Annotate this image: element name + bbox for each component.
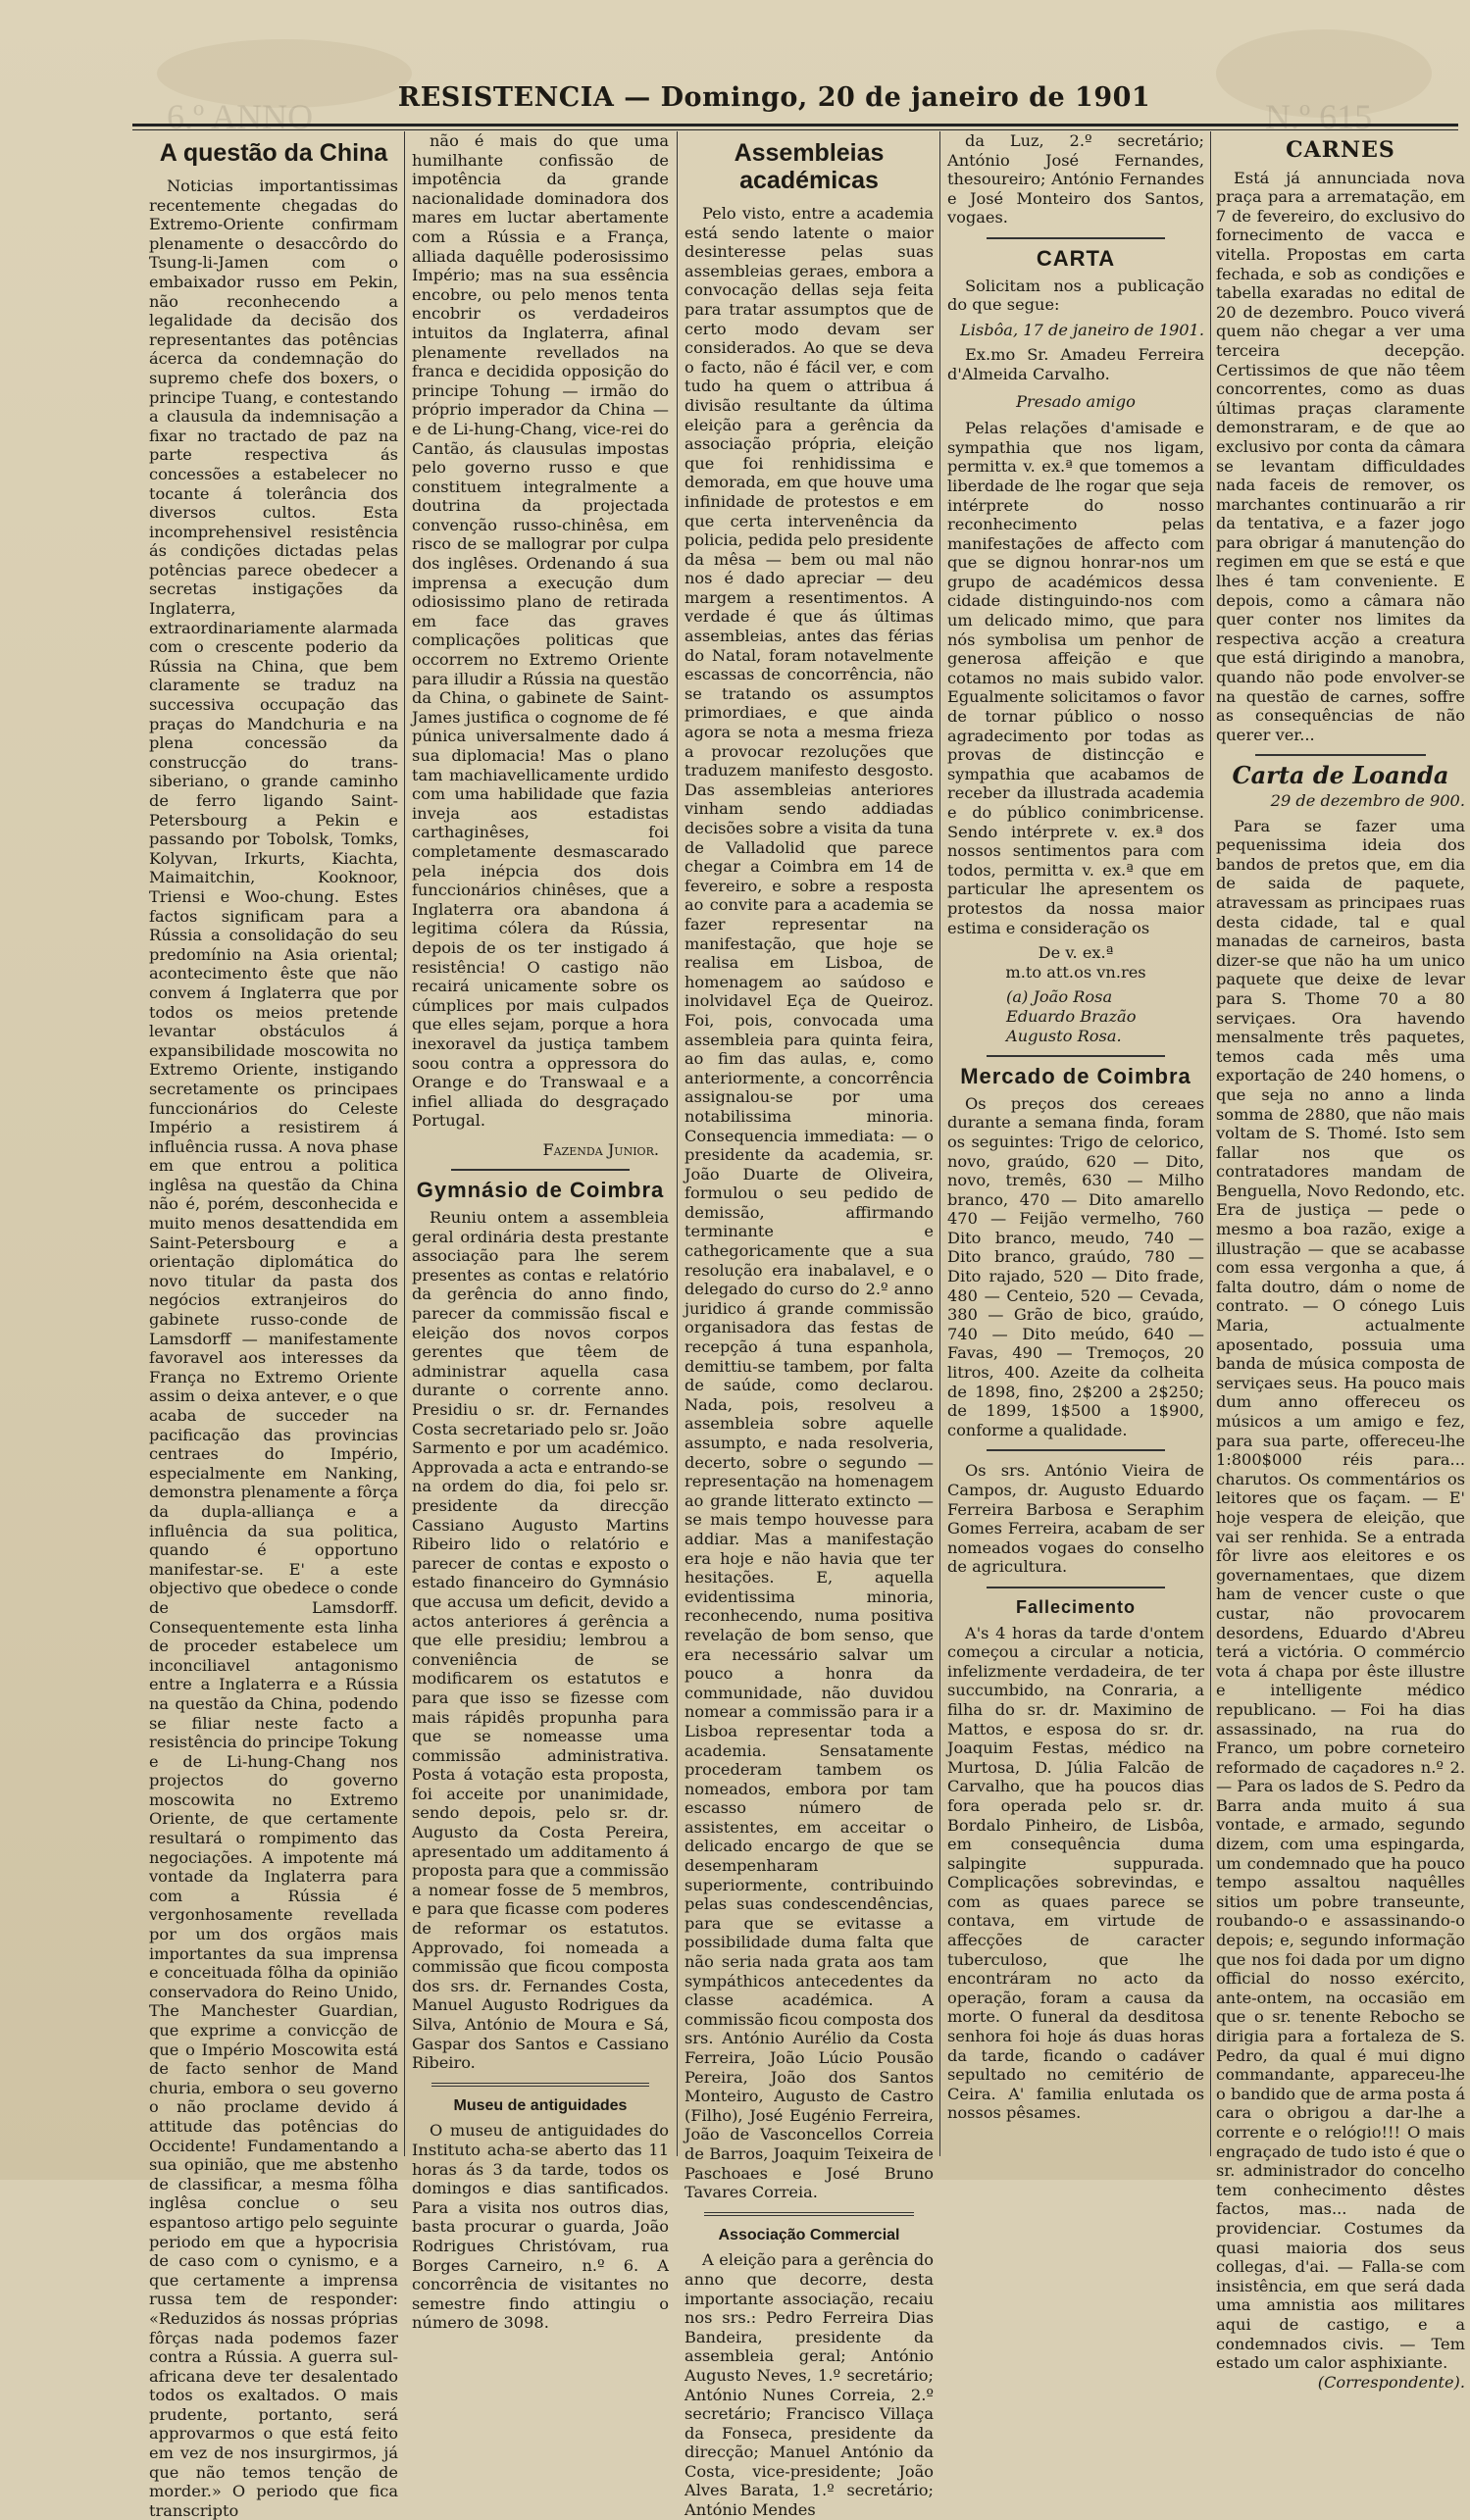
article-title-carnes: CARNES bbox=[1286, 137, 1395, 163]
separator bbox=[987, 1449, 1165, 1451]
bleed-through-left: 6.º ANNO bbox=[167, 97, 314, 136]
carta-closing-abbrev: m.to att.os vn.res bbox=[1005, 962, 1146, 982]
carta-intro: Solicitam nos a publicação do que segue: bbox=[947, 276, 1204, 315]
article-title-luanda: Carta de Loanda bbox=[1232, 761, 1449, 790]
article-body-china-cont: não é mais do que uma humilhante confissão de impotência da grande nacionalidade dominadora dos mares em luctar abertamente com a Rússia e a França, alliada daquêlle poderosissimo Império; mas na sua essência encobre, ou pelo menos tenta encobrir os verdadeiros intuitos da Inglaterra, afinal plenamente revellados na franca e decidida opposição do principe Tohung — irmão do próprio imperador da China — e de Li-hung-Chang, vice-rei do Cantão, ás clausulas impostas pelo governo russo e que constituem integralmente a doutrina da projectada convenção russo-chinêsa, em risco de se mallograr por culpa dos inglêses. Ordenando á sua imprensa a execução dum odiosissimo plano de retirada em face das graves complicações politicas que occorrem no Extremo Oriente para illudir a Rússia na questão da China, o gabinete de Saint-James justifica o cognome de fé púnica universalmente dado á sua diplomacia! Mas o plano tam machiavellicamente urdido com uma habilidade que fazia inveja aos estadistas carthaginêses, foi completamente desmascarado pela inépcia dos dois funccionários chinêses, que a Inglaterra ora abandona á legitima cólera da Rússia, depois de os ter instigado á resistência! O castigo não recairá unicamente sobre os cúmplices por mais culpados que elles sejam, porque a hora inexoravel da justiça tambem soou contra a oppressora do Orange e do Transwaal e a infiel alliada do desgraçado Portugal. bbox=[412, 131, 669, 1131]
article-body-vogais: Os srs. António Vieira de Campos, dr. Augusto Eduardo Ferreira Barbosa e Seraphim Gomes Ferreira, acabam de ser nomeados vogaes do conselho de agricultura. bbox=[947, 1461, 1204, 1577]
separator bbox=[704, 2212, 914, 2216]
article-body-carnes: Está já annunciada nova praça para a arrematação, em 7 de fevereiro, do exclusivo do fornecimento de vacca e vitella. Propostas em carta fechada, e sob as condições e tabella exaradas no edital de 20 de dezembro. Pouco viverá quem não chegar a ver uma terceira decepção. Certissimos de que não têem concorrentes, como as duas últimas praças claramente demonstraram, e de que ao exclusivo por conta da câmara se levantam difficuldades nada faceis de remover, os marchantes continuarão a rir da tentativa, e a fazer jogo para obrigar á manutenção do regimen em que se está e que lhes é tam conveniente. E depois, como a câmara não quer conter nos limites da respectiva acção a creatura que está dirigindo a manobra, quando não pode envolver-se na questão de carnes, soffre as consequências de não querer ver... bbox=[1216, 168, 1465, 744]
luanda-signature: (Correspondente). bbox=[1317, 2372, 1465, 2392]
article-title-fallecimento: Fallecimento bbox=[1015, 1596, 1137, 1617]
carta-date: Lisbôa, 17 de janeiro de 1901. bbox=[959, 320, 1204, 339]
article-title-mercado: Mercado de Coimbra bbox=[960, 1064, 1191, 1089]
carta-body: Pelas relações d'amisade e sympathia que nos ligam, permitta v. ex.ª que tomemos a liberdade de lhe rogar que seja intérprete do nosso reconhecimento pelas manifestações de affecto com que se dignou honrar-nos um grupo de académicos dessa cidade distinguindo-nos com um delicado mimo, que para nós symbolisa um penhor de generosa affeição e que cotamos no mais subido valor. Egualmente solicitamos o favor de tornar público o nosso agradecimento por todas as provas de distincção e sympathia que acabamos de receber da illustrada academia e do público conimbricense. Sendo intérprete v. ex.ª dos nossos sentimentos para com todos, permitta v. ex.ª que em particular lhe apresentem os protestos da nossa maior estima e consideração os bbox=[947, 419, 1204, 937]
separator bbox=[987, 237, 1165, 239]
article-body-museu: O museu de antiguidades do Instituto acha-se aberto das 11 horas ás 3 da tarde, todos os domingos e dias santificados. Para a visita nos outros dias, basta procurar o guarda, João Rodrigues Christóvam, rua Borges Carneiro, n.º 6. A concorrência de visitantes no semestre findo attingiu o número de 3098. bbox=[412, 2121, 669, 2333]
column-3 bbox=[684, 131, 934, 2520]
article-signature: Fazenda Junior. bbox=[542, 1139, 659, 1159]
article-body-associacao-cont: da Luz, 2.º secretário; António José Fernandes, thesoureiro; António Fernandes e José Monteiro dos Santos, vogaes. bbox=[947, 131, 1204, 227]
article-body-china: Noticias importantissimas recentemente chegadas do Extremo-Oriente confirmam plenamente o desaccôrdo do Tsung-li-Jamen com o embaixador russo em Pekin, não reconhecendo a legalidade da decisão dos representantes das potências ácerca da condemnação do supremo chefe dos boxers, o principe Tuang, e contestando a clausula da indemnisação a fixar no tractado de paz na parte respectiva ás concessões a estabelecer no tocante á tolerância dos diversos cultos. Esta incomprehensivel resistência ás condições dictadas pelas potências parece obedecer a secretas instigações da Inglaterra, extraordinariamente alarmada com o crescente poderio da Rússia na China, que bem claramente se traduz na successiva occupação das praças do Mandchuria e na plena concessão da construcção do trans-siberiano, o grande caminho de ferro ligando Saint-Petersbourg a Pekin e passando por Tobolsk, Tomks, Kolyvan, Irkurts, Kiachta, Maimaitchin, Kooknoor, Triensi e Woo-chung. Estes factos significam para a Rússia a consolidação do seu predomínio na Asia oriental; acontecimento êste que não convem á Inglaterra que por todos os meios pretende levantar obstáculos á expansibilidade moscowita no Extremo Oriente, instigando secretamente os principaes funccionários do Celeste Império a resistirem á influência russa. A nova phase em que entrou a politica inglêsa na questão da China não é, porém, desconhecida e muito menos desattendida em Saint-Petersbourg e a orientação diplomática do novo titular da pasta dos negócios extranjeiros do gabinete russo-conde de Lamsdorff — manifestamente favoravel aos interesses da França no Extremo Oriente assim o deixa antever, e o que acaba de succeder na pacificação das provincias centraes do Império, especialmente em Nanking, demonstra plenamente a fôrça da dupla-alliança e a influência da sua politica, quando é opportuno manifestar-se. E' a este objectivo que obedece o conde de Lamsdorff. Consequentemente esta linha de proceder estabelece um inconciliavel antagonismo entre a Inglaterra e a Rússia na questão da China, podendo se filiar neste facto a resistência do principe Tokung e de Li-hung-Chang nos projectos do governo moscowita no Extremo Oriente, de que certamente resultará o rompimento das negociações. A impotente má vontade da Inglaterra para com a Rússia é vergonhosamente revellada por um dos orgãos mais importantes da sua imprensa e conceituada fôlha da opinião conservadora do Reino Unido, The Manchester Guardian, que exprime a convicção de que o Império Moscowita está de facto senhor de Mand churia, embora o seu governo o não proclame devido á attitude das potências do Occidente! Fundamentando a sua opinião, que me abstenho de classificar, a mesma fôlha inglêsa conclue o seu espantoso artigo pelo seguinte periodo em que a hypocrisia de caso com o cynismo, e a que certamente a imprensa russa tem de responder: «Reduzidos ás nossas próprias fôrças nada podemos fazer contra a Rússia. A guerra sul-africana deve ter desalentado todos os exaltados. O mais prudente, portanto, será approvarmos o que está feito em vez de nos insurgirmos, já que não temos tenção de morder.» O periodo que fica transcripto bbox=[149, 176, 398, 2520]
separator bbox=[987, 1055, 1165, 1057]
article-body-luanda: Para se fazer uma pequenissima ideia dos bandos de pretos que, em dia de saida de paquete, atravessam as principaes ruas desta cidade, tal e qual manadas de carneiros, basta dizer-se que não ha um unico paquete que deixe de levar para S. Thome 70 a 80 serviçaes. Ora havendo mensalmente três paquetes, temos cada mês uma exportação de 240 homens, o que seja no anno a linda somma de 2880, que não mais voltam de S. Thomé. Isto sem fallar nos que os contratadores mandam de Benguella, Novo Redondo, etc. Era de justiça — pede o mesmo a boa razão, exige a illustração — que se acabasse com essa vergonha a que, á falta doutro, dám o nome de contrato. — O cónego Luis Maria, actualmente aposentado, possuia uma banda de música composta de serviçaes seus. Ha pouco mais dum anno offereceu os músicos a um amigo e fez, para sua parte, offereceu-lhe 1:800$000 réis para... charutos. Os commentários os leitores que os façam. — E' hoje vespera de eleição, que vai ser renhida. Se a entrada fôr livre aos eleitores e os governamentaes, que dizem ham de vencer custe o que custar, não provocarem desordens, Eduardo d'Abreu terá a victória. O commércio vota á chapa por êste illustre e intelligente médico republicano. — Foi ha dias assassinado, na rua do Franco, um pobre corneteiro reformado de caçadores n.º 2. — Para os lados de S. Pedro da Barra anda muito á sua vontade, e armado, segundo dizem, com uma espingarda, um condemnado que ha pouco tempo assaltou naquêlles sitios um pobre transeunte, roubando-o e assassinando-o depois; e, segundo informação que nos foi dada por um digno official do nosso exército, ante-ontem, na occasião em que o sr. tenente Rebocho se dirigia para a fortaleza de S. Pedro, da qual é mui digno commandante, appareceu-lhe o bandido que de arma posta á cara o obrigou a dar-lhe a corrente e o relógio!!! O mais engraçado de tudo isto é que o sr. administrador do concelho tem conhecimento dêstes factos, mas... nada de providenciar. Costumes da quasi maioria dos seus collegas, d'ai. — Falla-se com insistência, em que será dada uma amnistia aos militares aqui de castigo, e a condemnados civis. — Tem estado um calor asphixiante. bbox=[1216, 816, 1465, 2373]
article-title-assembleias: Assembleias académicas bbox=[734, 139, 885, 194]
column-5 bbox=[1216, 131, 1465, 2392]
carta-signers: (a) João Rosa Eduardo Brazão Augusto Rosa. bbox=[1006, 987, 1137, 1045]
carta-recipient: Ex.mo Sr. Amadeu Ferreira d'Almeida Carvalho. bbox=[947, 345, 1204, 383]
article-title-china: A questão da China bbox=[159, 139, 388, 167]
separator bbox=[1255, 754, 1426, 756]
carta-greeting: Presado amigo bbox=[1016, 391, 1136, 411]
column-1 bbox=[149, 131, 398, 2520]
column-rule bbox=[677, 131, 678, 2156]
column-rule bbox=[1210, 131, 1211, 2156]
article-title-carta: CARTA bbox=[1036, 245, 1116, 271]
carta-closing: De v. ex.ª bbox=[1038, 943, 1114, 963]
article-body-mercado: Os preços dos cereaes durante a semana finda, foram os seguintes: Trigo de celorico, novo, graúdo, 620 — Dito, novo, tremês, 630 — Milho branco, 470 — Dito amarello 470 — Feijão vermelho, 760 Dito branco, meudo, 740 — Dito branco, graúdo, 780 — Dito rajado, 520 — Dito frade, 480 — Centeio, 520 — Cevada, 380 — Grão de bico, graúdo, 740 — Dito meúdo, 640 — Favas, 490 — Tremoços, 20 litros, 400. Azeite da colheita de 1898, fino, 2$200 a 2$250; de 1899, 1$500 a 1$900, conforme a qualidade. bbox=[947, 1093, 1204, 1439]
article-body-assembleias: Pelo visto, entre a academia está sendo latente o maior desinteresse pelas suas assembleias geraes, embora a convocação dellas seja feita para tratar assumptos que de certo modo devam ser considerados. Ao que se deva o facto, não é fácil ver, e com tudo ha quem o attribua á divisão resultante da última eleição para a gerência da associação própria, eleição que foi renhidissima e demorada, em que houve uma infinidade de protestos e em que certa intervenência da policia, pedida pelo presidente da mêsa — bem ou mal não nos é dado apreciar — deu margem a resentimentos. A verdade é que ás últimas assembleias, antes das férias do Natal, foram notavelmente escassas de concorrência, não se tratando os assumptos primordiaes, e que ainda agora se nota a mesma frieza a provocar rezoluções que traduzem manifesto desgosto. Das assembleias anteriores vinham sendo addiadas decisões sobre a visita da tuna de Valladolid que parece chegar a Coimbra em 14 de fevereiro, e sobre a resposta ao convite para a academia se fazer representar na manifestação, que hoje se realisa em Lisboa, de homenagem ao saúdoso e inolvidavel Eça de Queiroz. Foi, pois, convocada uma assembleia para quinta feira, ao fim das aulas, e, como anteriormente, a concorrência assignalou-se por uma notabilissima minoria. Consequencia immediata: — o presidente da academia, sr. João Duarte de Oliveira, formulou o seu pedido de demissão, affirmando terminante e cathegoricamente que a sua resolução era inabalavel, e o delegado do curso do 2.º anno juridico á grande commissão organisadora das festas de recepção á tuna espanhola, demittiu-se tambem, por falta de saúde, como declarou. Nada, pois, resolveu a assembleia sobre aquelle assumpto, e nada resolveria, decerto, sobre o segundo — representação na homenagem ao grande litterato extincto — se mais tempo houvesse para addiar. Mas a manifestação era hoje e não havia que ter hesitações. E, aquella evidentissima minoria, reconhecendo, numa positiva revelação de bom senso, que era necessário salvar um pouco a honra da communidade, não duvidou nomear a commissão para ir a Lisboa representar toda a academia. Sensatamente procederam tambem os nomeados, embora por tam escasso número de assistentes, em acceitar o delicado encargo de que se desempenharam superiormente, contribuindo pelas suas condescendências, para que se evitasse a possibilidade duma falta que não seria nada grata aos tam sympáthicos antecedentes da classe académica. A commissão ficou composta dos srs. António Aurélio da Costa Ferreira, João Lúcio Pousão Pereira, João dos Santos Monteiro, Augusto de Castro (Filho), José Eugénio Ferreira, João de Vasconcellos Correia de Barros, Joaquim Teixeira de Paschoaes e José Bruno Tavares Correia. bbox=[684, 204, 934, 2202]
article-body-gymnasio: Reuniu ontem a assembleia geral ordinária desta prestante associação para lhe serem presentes as contas e relatório da gerência do anno findo, parecer da commissão fiscal e eleição dos novos corpos gerentes que têem de administrar aquella casa durante o corrente anno. Presidiu o sr. dr. Fernandes Costa secretariado pelo sr. João Sarmento e por um académico. Approvada a acta e entrando-se na ordem do dia, foi pelo sr. presidente da direcção Cassiano Augusto Martins Ribeiro lido o relatório e parecer de contas e exposto o estado financeiro do Gymnásio que accusa um deficit, devido a actos anteriores á gerência a que elle presidiu; lembrou a conveniência de se modificarem os estatutos e para que isso se fizesse com mais rápidês propunha para que se nomeasse uma commissão administrativa. Posta á votação esta proposta, foi acceite por unanimidade, sendo depois, pelo sr. dr. Augusto da Costa Pereira, apresentado um additamento á proposta para que a commissão a nomear fosse de 5 membros, e para que ficasse com poderes de reformar os estatutos. Approvado, foi nomeada a commissão que ficou composta dos srs. dr. Fernandes Costa, Manuel Augusto Rodrigues da Silva, António de Moura e Sá, Gaspar dos Santos e Cassiano Ribeiro. bbox=[412, 1208, 669, 2073]
column-rule bbox=[939, 131, 940, 2156]
separator bbox=[987, 1587, 1165, 1588]
header-rule bbox=[132, 124, 1458, 130]
article-body-associacao: A eleição para a gerência do anno que decorre, desta importante associação, recaiu nos srs.: Pedro Ferreira Dias Bandeira, presidente da assembleia geral; António Augusto Neves, 1.º secretário; António Nunes Correia, 2.º secretário; Francisco Villaça da Fonseca, presidente da direcção; Manuel António da Costa, vice-presidente; João Alves Barata, 1.º secretário; António Mendes bbox=[684, 2250, 934, 2520]
column-rule bbox=[404, 131, 405, 2156]
column-2 bbox=[412, 131, 669, 2333]
separator bbox=[451, 1169, 630, 1171]
luanda-date: 29 de dezembro de 900. bbox=[1270, 791, 1465, 810]
article-body-fallecimento: A's 4 horas da tarde d'ontem começou a circular a noticia, infelizmente verdadeira, de ter succumbido, na Conraria, a filha do sr. dr. Maximino de Mattos, e esposa do sr. dr. Joaquim Festas, médico na Murtosa, D. Júlia Falcão de Carvalho, que ha poucos dias fora operada pelo sr. dr. Bordalo Pinheiro, de Lisbôa, em consequência duma salpingite suppurada. Complicações sobrevindas, e com as quaes parece se contava, em virtude de affecções de caracter tuberculoso, que lhe encontráram no acto da operação, foram a causa da morte. O funeral da desditosa senhora foi hoje ás duas horas da tarde, ficando o cadáver sepultado no cemitério de Ceira. A' familia enlutada os nossos pêsames. bbox=[947, 1623, 1204, 2123]
separator bbox=[431, 2083, 649, 2087]
article-title-museu: Museu de antiguidades bbox=[453, 2096, 628, 2114]
masthead-line: RESISTENCIA — Domingo, 20 de janeiro de 1901 bbox=[397, 82, 1151, 113]
column-4 bbox=[947, 131, 1204, 2156]
article-title-gymnasio: Gymnásio de Coimbra bbox=[416, 1178, 665, 1203]
bleed-through-right: N.º 615 bbox=[1265, 97, 1373, 136]
article-title-associacao: Associação Commercial bbox=[718, 2226, 900, 2243]
